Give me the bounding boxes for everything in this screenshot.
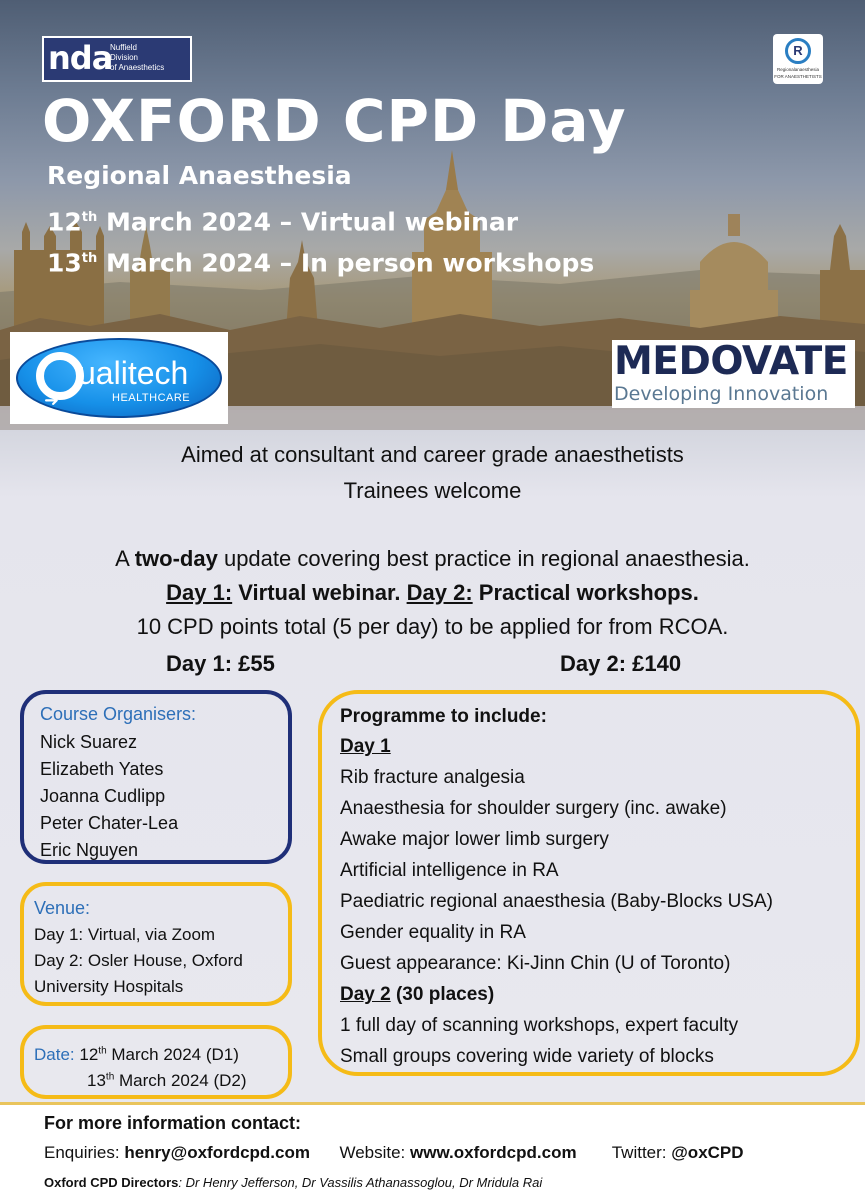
qualitech-sub: HEALTHCARE [112,392,191,404]
date-line-2: 13th March 2024 (D2) [87,1071,247,1090]
programme-heading: Programme to include: [340,706,547,727]
twitter-link[interactable]: @oxCPD [671,1143,744,1162]
page-title: OXFORD CPD Day [42,87,627,155]
hero-banner [0,0,865,430]
twitter-label: Twitter: [611,1143,672,1162]
qualitech-logo [10,332,228,424]
venue-line: Day 1: Virtual, via Zoom [34,925,216,944]
programme-item: Awake major lower limb surgery [340,829,609,850]
venue-line: University Hospitals [34,977,184,996]
subtitle: Regional Anaesthesia [47,161,352,190]
trainees-text: Trainees welcome [343,478,522,503]
website-link[interactable]: www.oxfordcpd.com [410,1143,577,1162]
nda-logo-line: Division [110,53,139,62]
programme-item: Small groups covering wide variety of blocks [340,1046,714,1067]
programme-item: Anaesthesia for shoulder surgery (inc. awake) [340,798,727,819]
update-summary: A two-day update covering best practice in regional anaesthesia. [115,546,750,571]
r-logo-line: FOR ANAESTHETISTS [774,74,822,79]
date-line-1: Date: 12th March 2024 (D1) [34,1045,239,1064]
enquiries-email-link[interactable]: henry@oxfordcpd.com [124,1143,310,1162]
organiser-name: Joanna Cudlipp [40,786,166,806]
organisers-heading: Course Organisers: [40,704,197,724]
medovate-name: MEDOVATE [614,339,848,384]
programme-box [318,690,860,1076]
venue-box [20,882,292,1006]
programme-day2-heading: Day 2 (30 places) [340,984,495,1005]
website-label: Website: [339,1143,411,1162]
venue-line: Day 2: Osler House, Oxford [34,951,243,970]
programme-item: Guest appearance: Ki-Jinn Chin (U of Toronto) [340,953,731,974]
organiser-name: Peter Chater-Lea [40,813,179,833]
qualitech-arrow-icon: ➜ [44,390,60,411]
nda-logo-mark: nda [48,39,113,77]
nda-logo-line: Nuffield [110,43,137,52]
medovate-logo [612,340,855,408]
cpd-points: 10 CPD points total (5 per day) to be applied for from RCOA. [136,614,729,639]
event-date-1: 12th March 2024 – Virtual webinar [47,207,519,237]
directors-line: Oxford CPD Directors: Dr Henry Jefferson, Dr Vassilis Athanassoglou, Dr Mridula Rai [44,1175,543,1190]
days-summary: Day 1: Virtual webinar. Day 2: Practical workshops. [166,580,699,605]
regional-anaesthesia-logo [773,34,823,84]
programme-item: Rib fracture analgesia [340,767,525,788]
programme-item: Paediatric regional anaesthesia (Baby-Blocks USA) [340,891,773,912]
nda-logo [42,36,192,82]
programme-day1-heading: Day 1 [340,736,391,757]
audience-text: Aimed at consultant and career grade anaesthetists [181,442,684,467]
medovate-tagline: Developing Innovation [614,383,829,405]
footer [0,1102,865,1200]
qualitech-name: ualitech [78,355,189,391]
organisers-box [20,690,292,864]
programme-item: 1 full day of scanning workshops, expert faculty [340,1015,739,1036]
price-day-1: Day 1: £55 [166,651,275,676]
r-logo-mark: R [785,38,811,64]
contact-heading: For more information contact: [44,1113,302,1133]
venue-heading: Venue: [34,898,91,918]
date-box [20,1025,292,1099]
r-logo-line: Regionalanaesthesia [776,67,820,72]
organiser-name: Nick Suarez [40,732,138,752]
programme-item: Gender equality in RA [340,922,526,943]
organiser-name: Elizabeth Yates [40,759,164,779]
programme-item: Artificial intelligence in RA [340,860,559,881]
event-date-2: 13th March 2024 – In person workshops [47,248,595,278]
price-day-2: Day 2: £140 [560,651,682,676]
organiser-name: Eric Nguyen [40,840,139,860]
nda-logo-text [110,43,164,73]
contact-row [44,1143,744,1163]
enquiries-label: Enquiries: [44,1143,125,1162]
nda-logo-line: of Anaesthetics [110,63,165,72]
qualitech-logo-badge [16,338,222,418]
